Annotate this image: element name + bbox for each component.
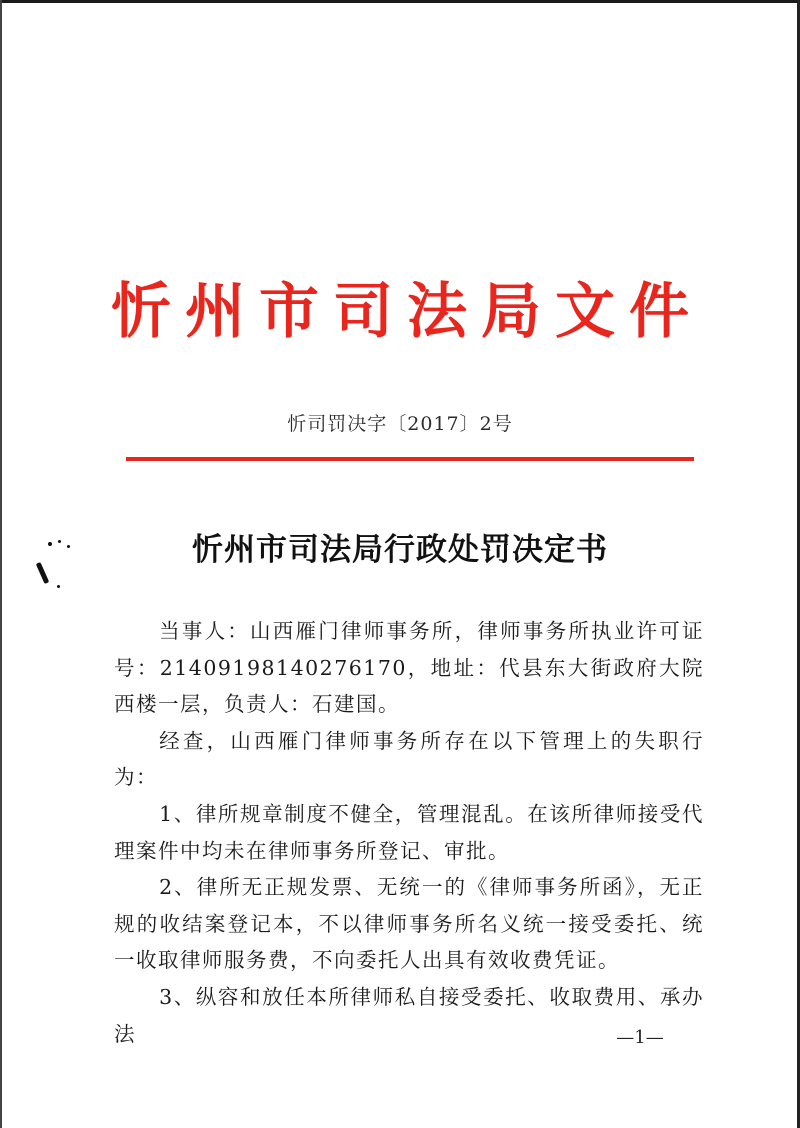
- scan-speck: [57, 585, 60, 588]
- decision-title: 忻州市司法局行政处罚决定书: [192, 532, 608, 568]
- document-body: [114, 613, 704, 1052]
- body-paragraph: 1、律所规章制度不健全，管理混乱。在该所律师接受代理案件中均未在律师事务所登记、审批。: [114, 801, 704, 863]
- body-paragraph: 当事人：山西雁门律师事务所，律师事务所执业许可证号：21409198140276170，地址：代县东大街政府大院西楼一层，负责人：石建国。: [114, 619, 704, 717]
- body-paragraph: 经查，山西雁门律师事务所存在以下管理上的失职行为：: [114, 728, 704, 790]
- red-header-title: 忻州市司法局文件: [111, 277, 703, 347]
- red-divider-line: [126, 457, 694, 461]
- body-paragraph: 2、律所无正规发票、无统一的《律师事务所函》，无正规的收结案登记本，不以律师事务所名义统一接受委托、统一收取律师服务费，不向委托人出具有效收费凭证。: [114, 875, 704, 973]
- scan-edge-top: [0, 0, 800, 3]
- body-paragraph: 3、纵容和放任本所律师私自接受委托、收取费用、承办法: [114, 984, 704, 1046]
- page-number: —1—: [616, 1027, 664, 1048]
- document-number: 忻司罚决字〔2017〕2号: [287, 413, 513, 435]
